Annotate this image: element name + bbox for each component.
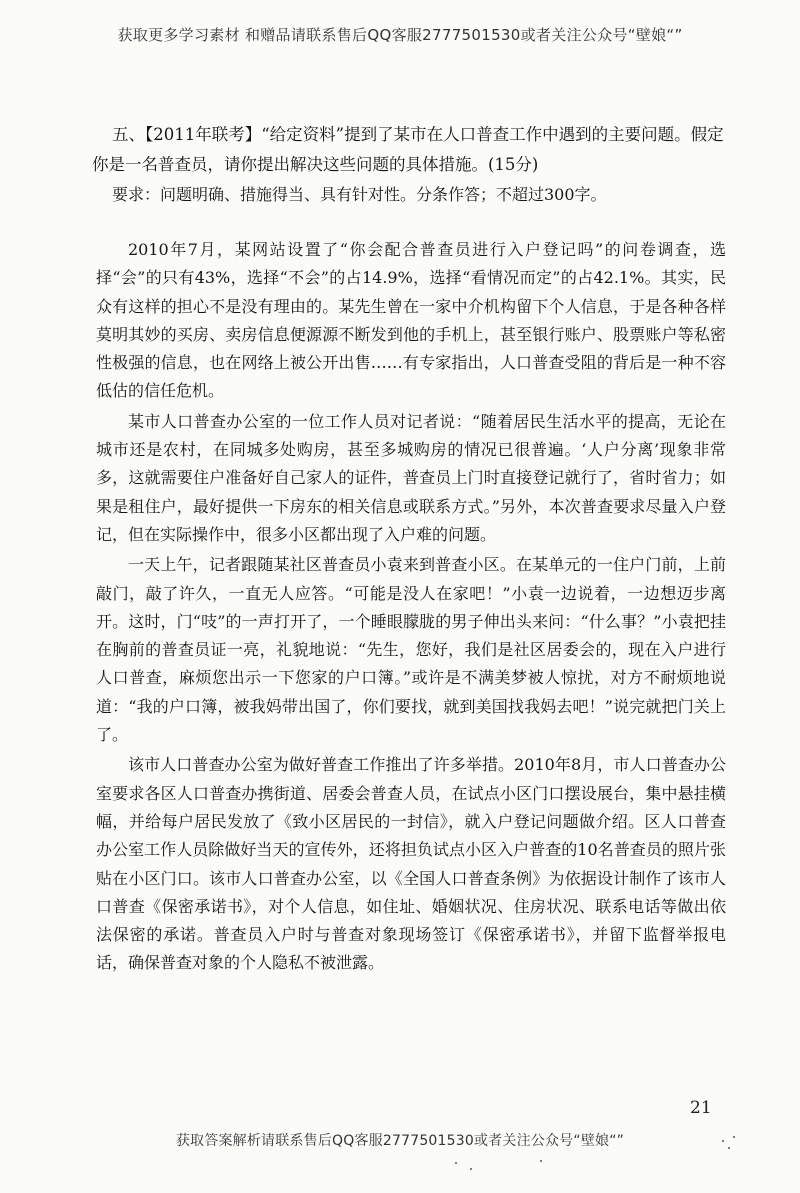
material-paragraph-4: 该市人口普查办公室为做好普查工作推出了许多举措。2010年8月，市人口普查办公室要求各区人口普查办携街道、居委会普查人员，在试点小区门口摆设展台，集中悬挂横幅，并给每户居民发放了《致小区居民的一封信》，就入户登记问题做介绍。区人口普查办公室工作人员除做好当天的宣传外，还将担负试点小区入户普查的10名普查员的照片张贴在小区门口。该市人口普查办公室，以《全国人口普查条例》为依据设计制作了该市人口普查《保密承诺书》，对个人信息，如住址、婚姻状况、住房状况、联系电话等做出依法保密的承诺。普查员入户时与普查对象现场签订《保密承诺书》，并留下监督举报电话，确保普查对象的个人隐私不被泄露。	[96, 755, 726, 973]
scan-speck	[733, 1136, 735, 1138]
question-block	[92, 120, 732, 210]
scan-speck	[540, 1160, 542, 1162]
header-watermark: 获取更多学习素材 和赠品请联系售后QQ客服2777501530或者关注公众号“壁娘“”	[117, 26, 683, 44]
footer-watermark: 获取答案解析请联系售后QQ客服2777501530或者关注公众号“壁娘“”	[175, 1133, 625, 1149]
scan-speck	[728, 1147, 730, 1149]
scan-speck	[722, 1140, 724, 1142]
question-text-line-1: 五、【2011年联考】“给定资料”提到了某市在人口普查工作中遇到的主要问题。假定	[112, 125, 724, 144]
page-number: 21	[690, 1098, 712, 1118]
given-material	[96, 236, 726, 980]
material-paragraph-1: 2010年7月，某网站设置了“你会配合普查员进行入户登记吗”的问卷调查，选择“会”的只有43%，选择“不会”的占14.9%，选择“看情况而定”的占42.1%。其实，民众有这样的担心不是没有理由的。某先生曾在一家中介机构留下个人信息，于是各种各样莫明其妙的买房、卖房信息便源源不断发到他的手机上，甚至银行账户、股票账户等私密性极强的信息，也在网络上被公开出售……有专家指出，人口普查受阻的背后是一种不容低估的信任危机。	[96, 240, 726, 401]
question-requirement: 要求：问题明确、措施得当、具有针对性。分条作答；不超过300字。	[112, 185, 607, 204]
scan-speck	[455, 1162, 457, 1164]
scan-speck	[470, 1168, 472, 1170]
material-paragraph-2: 某市人口普查办公室的一位工作人员对记者说：“随着居民生活水平的提高，无论在城市还是农村，在同城多处购房，甚至多城购房的情况已很普遍。‘人户分离’现象非常多，这就需要住户准备好自己家人的证件，普查员上门时直接登记就行了，省时省力；如果是租住户，最好提供一下房东的相关信息或联系方式。”另外，本次普查要求尽量入户登记，但在实际操作中，很多小区都出现了入户难的问题。	[96, 411, 726, 544]
material-paragraph-3: 一天上午，记者跟随某社区普查员小袁来到普查小区。在某单元的一住户门前，上前敲门，敲了许久，一直无人应答。“可能是没人在家吧！”小袁一边说着，一边想迈步离开。这时，门“吱”的一声打开了，一个睡眼朦胧的男子伸出头来问：“什么事？”小袁把挂在胸前的普查员证一亮，礼貌地说：“先生，您好，我们是社区居委会的，现在入户进行人口普查，麻烦您出示一下您家的户口簿。”或许是不满美梦被人惊扰，对方不耐烦地说道：“我的户口簿，被我妈带出国了，你们要找，就到美国找我妈去吧！”说完就把门关上了。	[96, 555, 726, 745]
question-text-line-2: 你是一名普查员，请你提出解决这些问题的具体措施。(15分)	[92, 155, 539, 174]
